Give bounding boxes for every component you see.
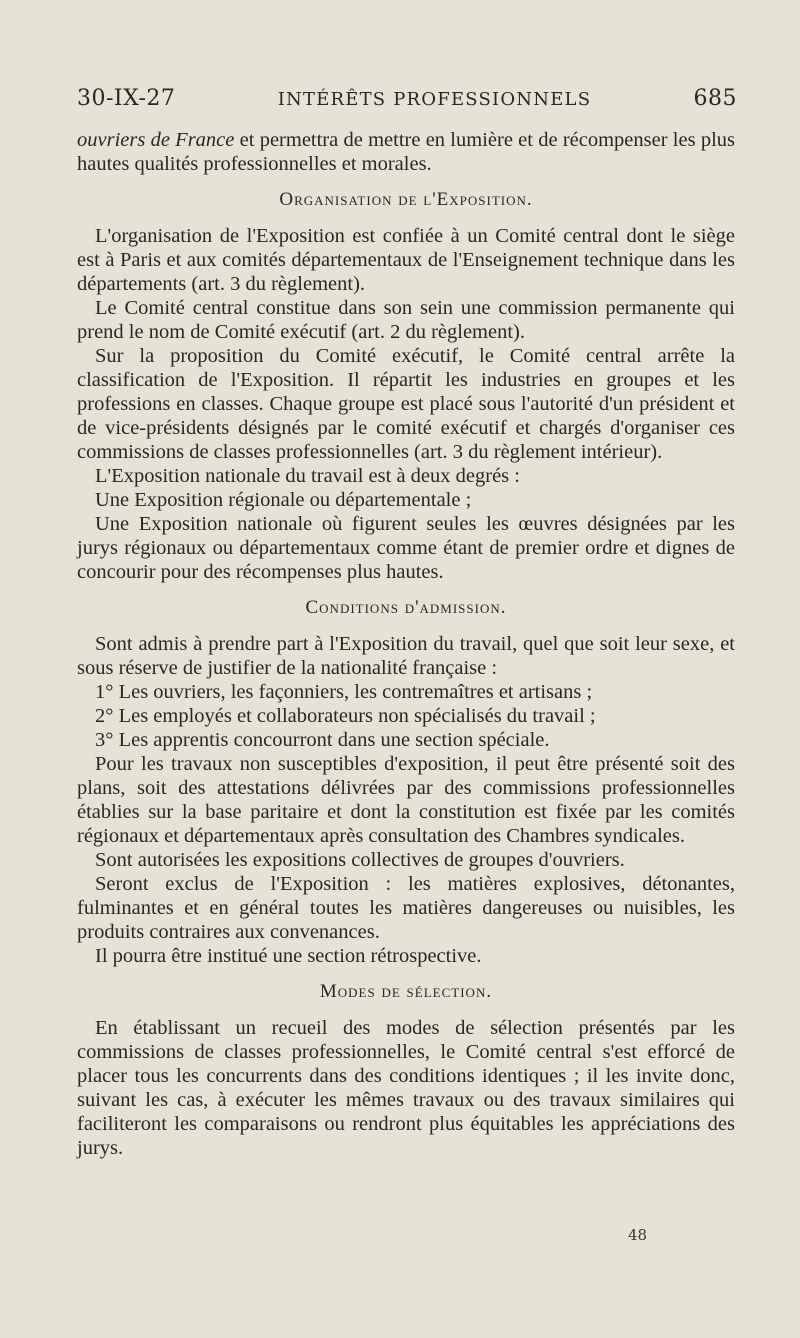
paragraph: Il pourra être institué une section rétrospective. (95, 945, 482, 967)
section-heading-selection: Modes de sélection. (319, 981, 493, 1002)
continuation-paragraph (77, 128, 735, 176)
continuation-text: et permettra de mettre en lumière et de récompenser les plus hautes qualités professionnelles et morales. (77, 129, 736, 175)
page-number: 685 (693, 86, 737, 111)
paragraph: En établissant un recueil des modes de sélection présentés par les commissions de classes professionnelles, le Comité central s'est efforcé de placer tous les concurrents dans des conditions identiques ; il les invite donc, suivant les cas, à exécuter les mêmes travaux ou des travaux similaires qui faciliteront les comparaisons ou rendront plus équitables les appréciations des jurys. (77, 1017, 735, 1159)
paragraph: Le Comité central constitue dans son sein une commission permanente qui prend le nom de Comité exécutif (art. 2 du règlement). (77, 297, 735, 343)
paragraph: Pour les travaux non susceptibles d'exposition, il peut être présenté soit des plans, soit des attestations délivrées par des commissions professionnelles établies sur la base paritaire et dont la constitution est fixée par les comités régionaux et départementaux après consultation des Chambres syndicales. (77, 753, 735, 847)
signature-mark: 48 (628, 1226, 648, 1244)
page-body (77, 128, 735, 1160)
paragraph: Sur la proposition du Comité exécutif, le Comité central arrête la classification de l'Exposition. Il répartit les industries en groupes et les professions en classes. Chaque groupe est placé sous l'autorité d'un président et de vice-présidents désignés par le comité exécutif et chargés d'organiser ces commissions de classes professionnelles (art. 3 du règlement intérieur). (77, 345, 735, 463)
paragraph: L'Exposition nationale du travail est à deux degrés : (95, 465, 520, 487)
section-heading-admission: Conditions d'admission. (305, 597, 507, 618)
header-title: INTÉRÊTS PROFESSIONNELS (277, 89, 592, 110)
paragraph: Une Exposition régionale ou départementale ; (95, 489, 472, 511)
running-header (77, 86, 737, 126)
list-item: 2° Les employés et collaborateurs non spécialisés du travail ; (95, 705, 596, 727)
paragraph: Sont admis à prendre part à l'Exposition du travail, quel que soit leur sexe, et sous réserve de justifier de la nationalité française : (77, 633, 735, 679)
paragraph: L'organisation de l'Exposition est confiée à un Comité central dont le siège est à Paris et aux comités départementaux de l'Enseignement technique dans les départements (art. 3 du règlement). (77, 225, 735, 295)
continuation-italic: ouvriers de France (77, 129, 235, 151)
section-heading-organisation: Organisation de l'Exposition. (279, 189, 533, 210)
header-date: 30-IX-27 (77, 86, 176, 111)
paragraph: Seront exclus de l'Exposition : les matières explosives, détonantes, fulminantes et en général toutes les matières dangereuses ou nuisibles, les produits contraires aux convenances. (77, 873, 735, 943)
list-item: 3° Les apprentis concourront dans une section spéciale. (95, 729, 550, 751)
paragraph: Sont autorisées les expositions collectives de groupes d'ouvriers. (95, 849, 625, 871)
list-item: 1° Les ouvriers, les façonniers, les contremaîtres et artisans ; (95, 681, 593, 703)
paragraph: Une Exposition nationale où figurent seules les œuvres désignées par les jurys régionaux ou départementaux comme étant de premier ordre et dignes de concourir pour des récompenses plus hautes. (77, 513, 735, 583)
